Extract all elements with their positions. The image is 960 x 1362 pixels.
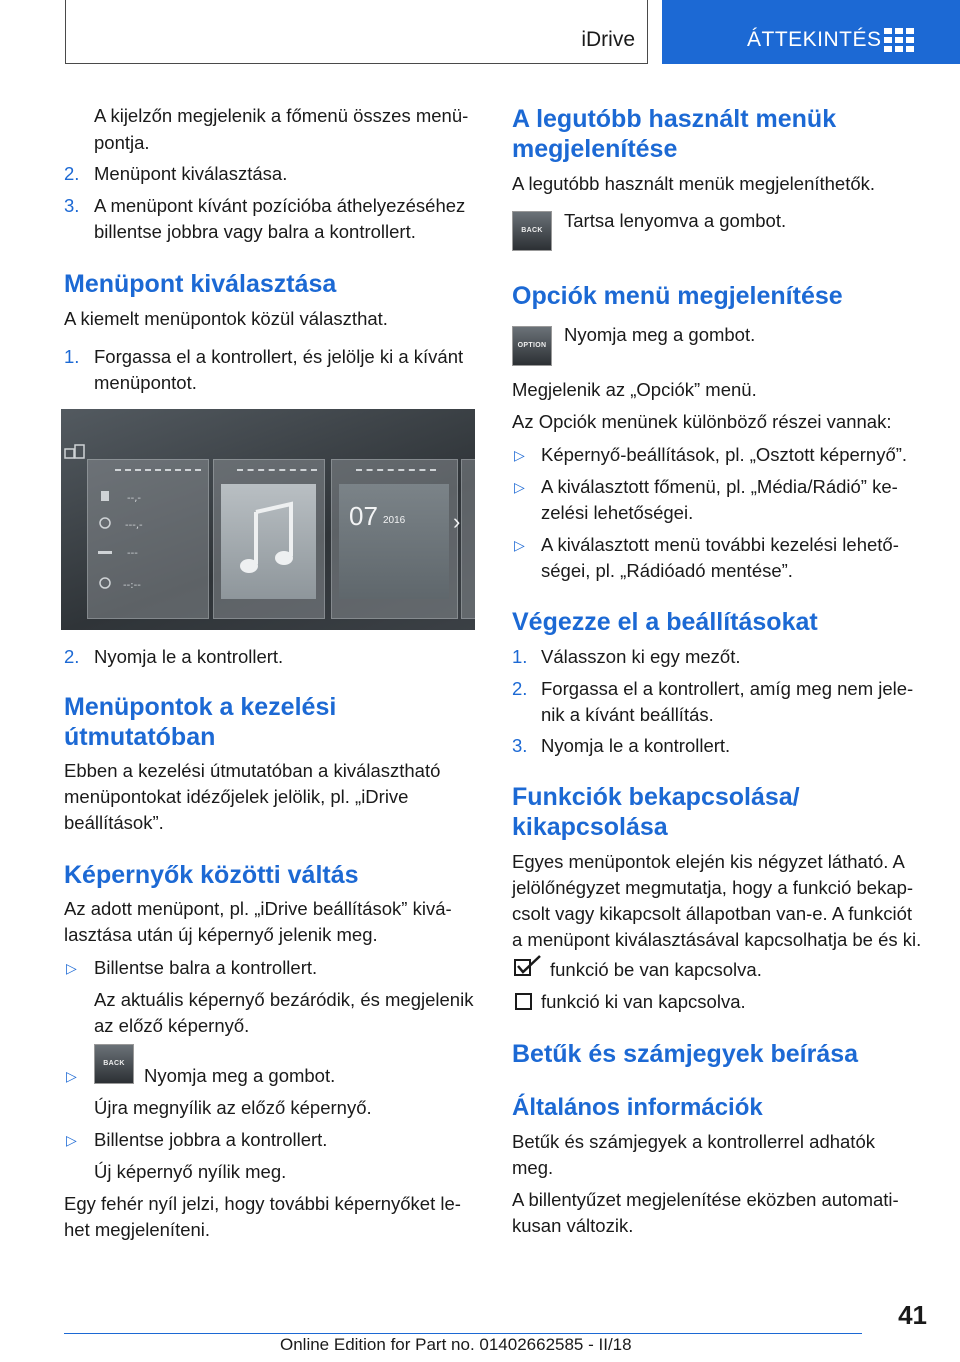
step-text: menüpontot. — [94, 372, 197, 393]
paragraph: Tartsa lenyomva a gombot. — [564, 210, 787, 231]
paragraph: lasztása után új képernyő jelenik meg. — [64, 924, 378, 945]
paragraph: jelölőnégyzet megmutatja, hogy a funkció bekap- — [512, 877, 914, 898]
bullet-triangle-icon: ▷ — [514, 537, 525, 553]
step-text: Nyomja le a kontrollert. — [541, 735, 731, 756]
paragraph: Betűk és számjegyek a kontrollerrel adhatók — [512, 1131, 875, 1152]
heading-menu-select: Menüpont kiválasztása — [64, 270, 337, 298]
step-number: 3. — [64, 195, 80, 216]
menu-icon — [64, 443, 86, 461]
section-title: iDrive — [581, 28, 635, 51]
bullet-text: Billentse jobbra a kontrollert. — [94, 1129, 328, 1150]
paragraph: A legutóbb használt menük megjeleníthetők. — [512, 173, 876, 194]
bullet-triangle-icon: ▷ — [66, 1068, 77, 1084]
step-text: Forgassa el a kontrollert, amíg meg nem jele- — [541, 678, 914, 699]
bullet-text: A kiválasztott menü további kezelési lehető- — [541, 534, 899, 555]
bullet-text: Képernyő-beállítások, pl. „Osztott képernyő”. — [541, 444, 908, 465]
paragraph: Ebben a kezelési útmutatóban a kiválasztható — [64, 760, 441, 781]
paragraph: menüpontokat idézőjelek jelölik, pl. „iDrive — [64, 786, 409, 807]
tab-divider — [115, 469, 201, 473]
bullet-text: Billentse balra a kontrollert. — [94, 957, 318, 978]
bullet-subtext: Az aktuális képernyő bezáródik, és megjelenik — [94, 989, 474, 1010]
bullet-triangle-icon: ▷ — [66, 1132, 77, 1148]
heading-letters-digits: Betűk és számjegyek beírása — [512, 1040, 859, 1068]
back-button-icon: BACK — [94, 1044, 134, 1084]
calendar-day: 07 — [349, 501, 378, 531]
step-number: 2. — [512, 678, 528, 699]
heading-functions-toggle: Funkciók bekapcsolása/ — [512, 783, 800, 811]
heading-options-menu: Opciók menü megjelenítése — [512, 282, 843, 310]
heading-recent-menus: A legutóbb használt menük — [512, 105, 837, 133]
footer-divider — [64, 1333, 862, 1334]
heading-recent-menus: megjelenítése — [512, 135, 678, 163]
heading-manual-menus: útmutatóban — [64, 723, 216, 751]
tab-divider — [356, 469, 436, 473]
paragraph: Egyes menüpontok elején kis négyzet látható. A — [512, 851, 905, 872]
step-text: Nyomja le a kontrollert. — [94, 646, 284, 667]
step-text: A menüpont kívánt pozícióba áthelyezéséhez — [94, 195, 466, 216]
heading-screen-switch: Képernyők közötti váltás — [64, 861, 359, 889]
heading-functions-toggle: kikapcsolása — [512, 813, 668, 841]
menu-panel-next — [461, 459, 475, 619]
list-icons — [87, 479, 207, 629]
svg-text:---,-: ---,- — [125, 520, 143, 531]
back-button-icon: BACK — [512, 211, 552, 251]
tab-divider — [237, 469, 317, 473]
bullet-subtext: az előző képernyő. — [94, 1015, 250, 1036]
option-button-icon: OPTION — [512, 326, 552, 366]
step-continuation: pontja. — [94, 132, 150, 153]
paragraph: Egy fehér nyíl jelzi, hogy további képernyőket le- — [64, 1193, 461, 1214]
header-section-box — [65, 0, 648, 64]
heading-settings: Végezze el a beállításokat — [512, 608, 818, 636]
music-note-icon — [221, 484, 316, 599]
step-number: 2. — [64, 646, 80, 667]
paragraph: beállítások”. — [64, 812, 164, 833]
paragraph: funkció ki van kapcsolva. — [541, 991, 746, 1012]
checkbox-checked-icon — [514, 955, 544, 977]
paragraph: het megjeleníteni. — [64, 1219, 211, 1240]
paragraph: A kiemelt menüpontok közül választhat. — [64, 308, 388, 329]
paragraph: meg. — [512, 1157, 554, 1178]
subheading-general-info: Általános információk — [512, 1094, 763, 1121]
bullet-triangle-icon: ▷ — [66, 960, 77, 976]
idrive-main-menu-screenshot — [61, 409, 475, 630]
bullet-triangle-icon: ▷ — [514, 447, 525, 463]
paragraph: Megjelenik az „Opciók” menü. — [512, 379, 757, 400]
paragraph: A billentyűzet megjelenítése eközben automati- — [512, 1189, 899, 1210]
paragraph: Az Opciók menünek különböző részei vannak: — [512, 411, 892, 432]
bullet-triangle-icon: ▷ — [514, 479, 525, 495]
chapter-tab — [662, 0, 960, 64]
bullet-text: ségei, pl. „Rádióadó mentése”. — [541, 560, 793, 581]
step-text: billentse jobbra vagy balra a kontrollert. — [94, 221, 416, 242]
chapter-title: ÁTTEKINTÉS — [747, 28, 882, 51]
checkbox-unchecked-icon — [515, 993, 532, 1010]
step-number: 2. — [64, 163, 80, 184]
paragraph: kusan változik. — [512, 1215, 634, 1236]
bullet-text: Nyomja meg a gombot. — [144, 1065, 336, 1086]
paragraph: Az adott menüpont, pl. „iDrive beállítások” kivá- — [64, 898, 452, 919]
chevron-right-icon: › — [453, 509, 461, 534]
step-number: 1. — [64, 346, 80, 367]
page-number: 41 — [898, 1300, 927, 1330]
bullet-text: zelési lehetőségei. — [541, 502, 694, 523]
calendar-year: 2016 — [383, 515, 406, 526]
step-continuation: A kijelzőn megjelenik a főmenü összes menü- — [94, 105, 469, 126]
paragraph: a menüpont kiválasztásával kapcsolhatja be és ki. — [512, 929, 922, 950]
overview-grid-icon — [884, 28, 914, 52]
bullet-subtext: Új képernyő nyílik meg. — [94, 1161, 287, 1182]
step-text: nik a kívánt beállítás. — [541, 704, 714, 725]
svg-text:--:--: --:-- — [123, 580, 141, 591]
bullet-text: A kiválasztott főmenü, pl. „Média/Rádió” ke- — [541, 476, 898, 497]
paragraph: csolt vagy kikapcsolt állapotban van-e. A funkciót — [512, 903, 913, 924]
paragraph: funkció be van kapcsolva. — [550, 959, 762, 980]
heading-manual-menus: Menüpontok a kezelési — [64, 693, 337, 721]
bullet-subtext: Újra megnyílik az előző képernyő. — [94, 1097, 372, 1118]
paragraph: Nyomja meg a gombot. — [564, 324, 756, 345]
step-text: Forgassa el a kontrollert, és jelölje ki a kívánt — [94, 346, 464, 367]
svg-text:---: --- — [127, 548, 138, 559]
footer-edition: Online Edition for Part no. 01402662585 - II/18 — [280, 1335, 632, 1354]
step-text: Menüpont kiválasztása. — [94, 163, 288, 184]
step-text: Válasszon ki egy mezőt. — [541, 646, 741, 667]
step-number: 1. — [512, 646, 528, 667]
svg-text:--,-: --,- — [127, 493, 142, 504]
step-number: 3. — [512, 735, 528, 756]
